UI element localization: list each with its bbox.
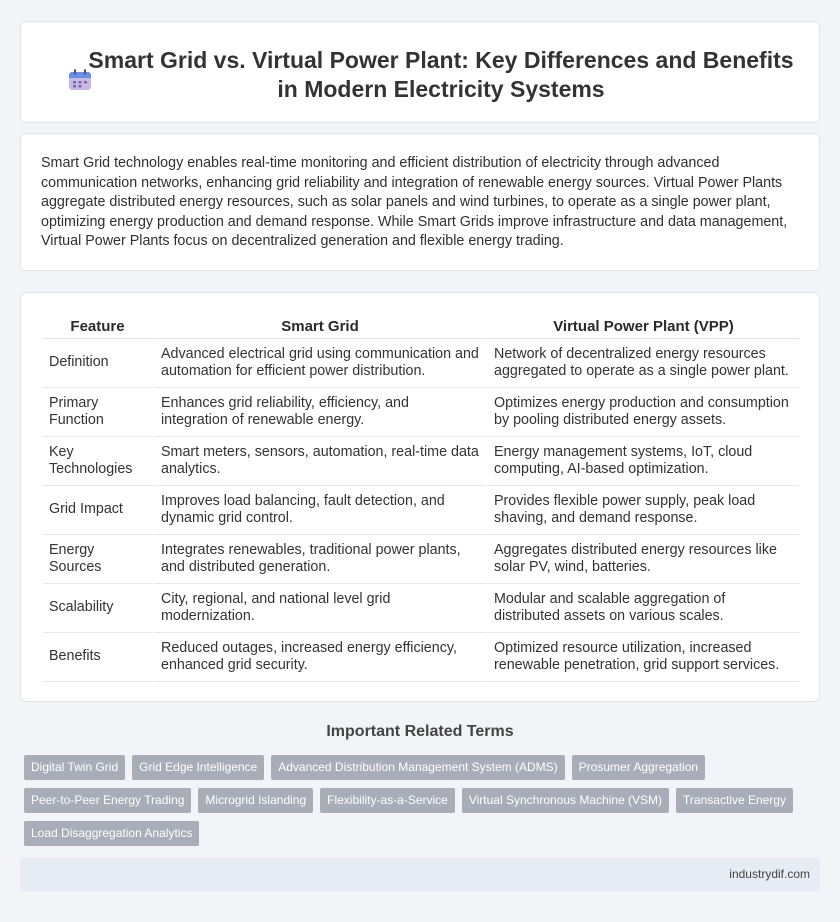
smart-grid-cell: Reduced outages, increased energy efficiency, enhanced grid security. — [152, 633, 485, 682]
smart-grid-cell: Advanced electrical grid using communication and automation for efficient power distribution. — [152, 339, 485, 388]
smart-grid-cell: Integrates renewables, traditional power plants, and distributed generation. — [152, 535, 485, 584]
footer-site-link[interactable]: industrydif.com — [729, 867, 810, 881]
header-smart-grid: Smart Grid — [152, 313, 485, 339]
related-term-tag[interactable]: Load Disaggregation Analytics — [24, 821, 199, 846]
footer — [20, 858, 820, 891]
related-terms-list — [24, 755, 804, 846]
vpp-cell: Optimized resource utilization, increased renewable penetration, grid support services. — [485, 633, 799, 682]
feature-cell: Key Technologies — [43, 437, 152, 486]
feature-cell: Benefits — [43, 633, 152, 682]
related-term-tag[interactable]: Microgrid Islanding — [198, 788, 313, 813]
vpp-cell: Optimizes energy production and consumption by pooling distributed energy assets. — [485, 388, 799, 437]
related-term-tag[interactable]: Virtual Synchronous Machine (VSM) — [462, 788, 669, 813]
related-term-tag[interactable]: Peer-to-Peer Energy Trading — [24, 788, 191, 813]
smart-grid-cell: Improves load balancing, fault detection, and dynamic grid control. — [152, 486, 485, 535]
title-card — [20, 21, 820, 123]
comparison-card — [20, 292, 820, 702]
smart-grid-cell: Smart meters, sensors, automation, real-time data analytics. — [152, 437, 485, 486]
related-term-tag[interactable]: Transactive Energy — [676, 788, 793, 813]
feature-cell: Primary Function — [43, 388, 152, 437]
feature-cell: Energy Sources — [43, 535, 152, 584]
vpp-cell: Provides flexible power supply, peak load shaving, and demand response. — [485, 486, 799, 535]
page-title: Smart Grid vs. Virtual Power Plant: Key Differences and Benefits in Modern Electricity Systems — [88, 47, 794, 102]
related-terms-title: Important Related Terms — [326, 723, 514, 740]
smart-grid-cell: Enhances grid reliability, efficiency, and integration of renewable energy. — [152, 388, 485, 437]
vpp-cell: Aggregates distributed energy resources like solar PV, wind, batteries. — [485, 535, 799, 584]
vpp-cell: Network of decentralized energy resources aggregated to operate as a single power plant. — [485, 339, 799, 388]
table-row — [43, 339, 799, 388]
table-row — [43, 486, 799, 535]
intro-paragraph: Smart Grid technology enables real-time monitoring and efficient distribution of electricity through advanced communication networks, enhancing grid reliability and integration of renewable energy sources. Virtual Power Plants aggregate distributed energy resources, such as solar panels and wind turbines, to operate as a single power plant, optimizing energy production and demand response. While Smart Grids improve infrastructure and data management, Virtual Power Plants focus on decentralized generation and flexible energy trading. — [41, 155, 788, 249]
vpp-cell: Modular and scalable aggregation of distributed assets on various scales. — [485, 584, 799, 633]
table-row — [43, 437, 799, 486]
feature-cell: Definition — [43, 339, 152, 388]
feature-cell: Grid Impact — [43, 486, 152, 535]
table-row — [43, 388, 799, 437]
table-row — [43, 633, 799, 682]
header-vpp: Virtual Power Plant (VPP) — [485, 313, 799, 339]
intro-card — [20, 133, 820, 271]
comparison-table — [43, 313, 799, 682]
smart-grid-cell: City, regional, and national level grid modernization. — [152, 584, 485, 633]
vpp-cell: Energy management systems, IoT, cloud computing, AI-based optimization. — [485, 437, 799, 486]
related-term-tag[interactable]: Digital Twin Grid — [24, 755, 125, 780]
related-term-tag[interactable]: Prosumer Aggregation — [572, 755, 705, 780]
table-row — [43, 535, 799, 584]
table-row — [43, 584, 799, 633]
table-header-row — [43, 313, 799, 339]
related-term-tag[interactable]: Advanced Distribution Management System (ADMS) — [271, 755, 564, 780]
related-term-tag[interactable]: Grid Edge Intelligence — [132, 755, 264, 780]
header-feature: Feature — [43, 313, 152, 339]
feature-cell: Scalability — [43, 584, 152, 633]
related-term-tag[interactable]: Flexibility-as-a-Service — [320, 788, 455, 813]
